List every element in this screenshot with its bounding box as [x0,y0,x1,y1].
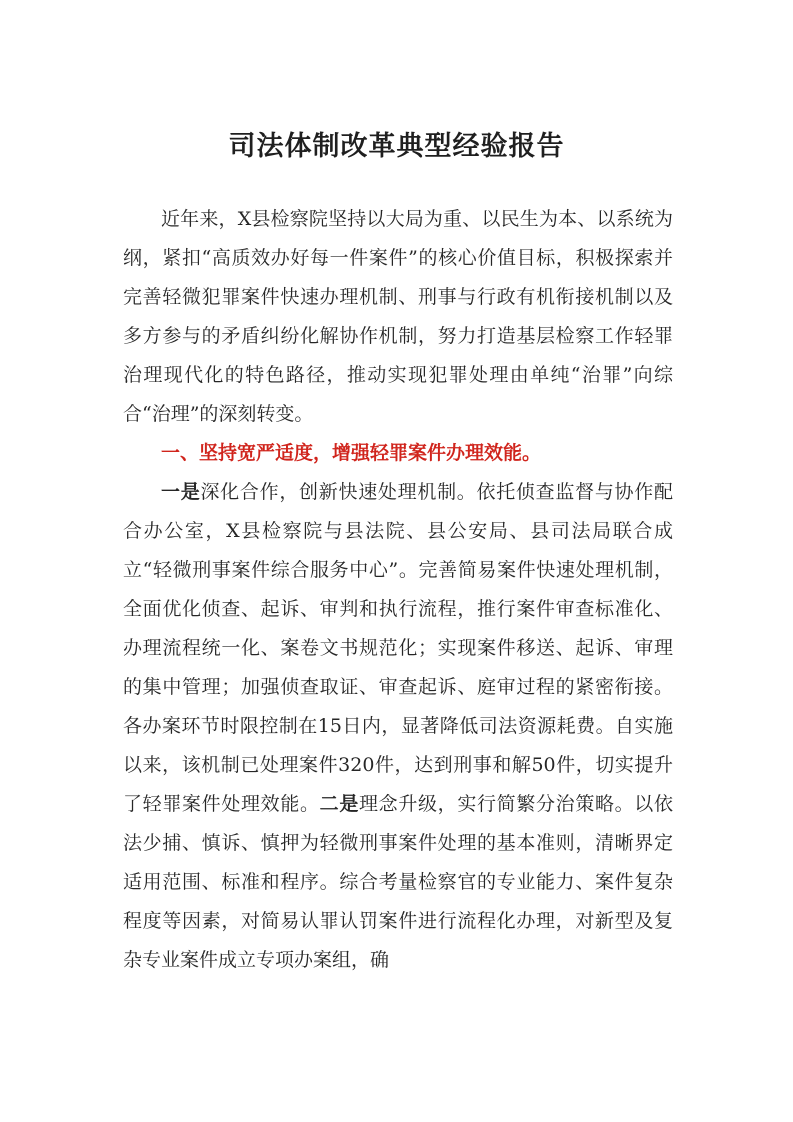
document-body [123,200,673,980]
intro-paragraph: 近年来，X县检察院坚持以大局为重、以民生为本、以系统为纲，紧扣“高质效办好每一件案件”的核心价值目标，积极探索并完善轻微犯罪案件快速办理机制、刑事与行政有机衔接机制以及多方参与的矛盾纠纷化解协作机制，努力打造基层检察工作轻罪治理现代化的特色路径，推动实现犯罪处理由单纯“治罪”向综合“治理”的深刻转变。 [123,208,673,425]
document-title: 司法体制改革典型经验报告 [228,131,565,162]
body-paragraph [123,473,673,980]
point-one-lead: 一是 [161,481,201,503]
point-two-lead: 二是 [319,793,359,815]
point-two-text: 理念升级，实行简繁分治策略。以依法少捕、慎诉、慎押为轻微刑事案件处理的基本准则，清晰界定适用范围、标准和程序。综合考量检察官的专业能力、案件复杂程度等因素，对简易认罪认罚案件进行流程化办理，对新型及复杂专业案件成立专项办案组，确 [123,793,673,971]
section-heading: 一、坚持宽严适度，增强轻罪案件办理效能。 [161,442,542,464]
point-one-text: 深化合作，创新快速处理机制。依托侦查监督与协作配合办公室，X县检察院与县法院、县公安局、县司法局联合成立“轻微刑事案件综合服务中心”。完善简易案件快速处理机制，全面优化侦查、起诉、审判和执行流程，推行案件审查标准化、办理流程统一化、案卷文书规范化；实现案件移送、起诉、审理的集中管理；加强侦查取证、审查起诉、庭审过程的紧密衔接。各办案环节时限控制在15日内，显著降低司法资源耗费。自实施以来，该机制已处理案件320件，达到刑事和解50件，切实提升了轻罪案件处理效能。 [123,481,673,815]
